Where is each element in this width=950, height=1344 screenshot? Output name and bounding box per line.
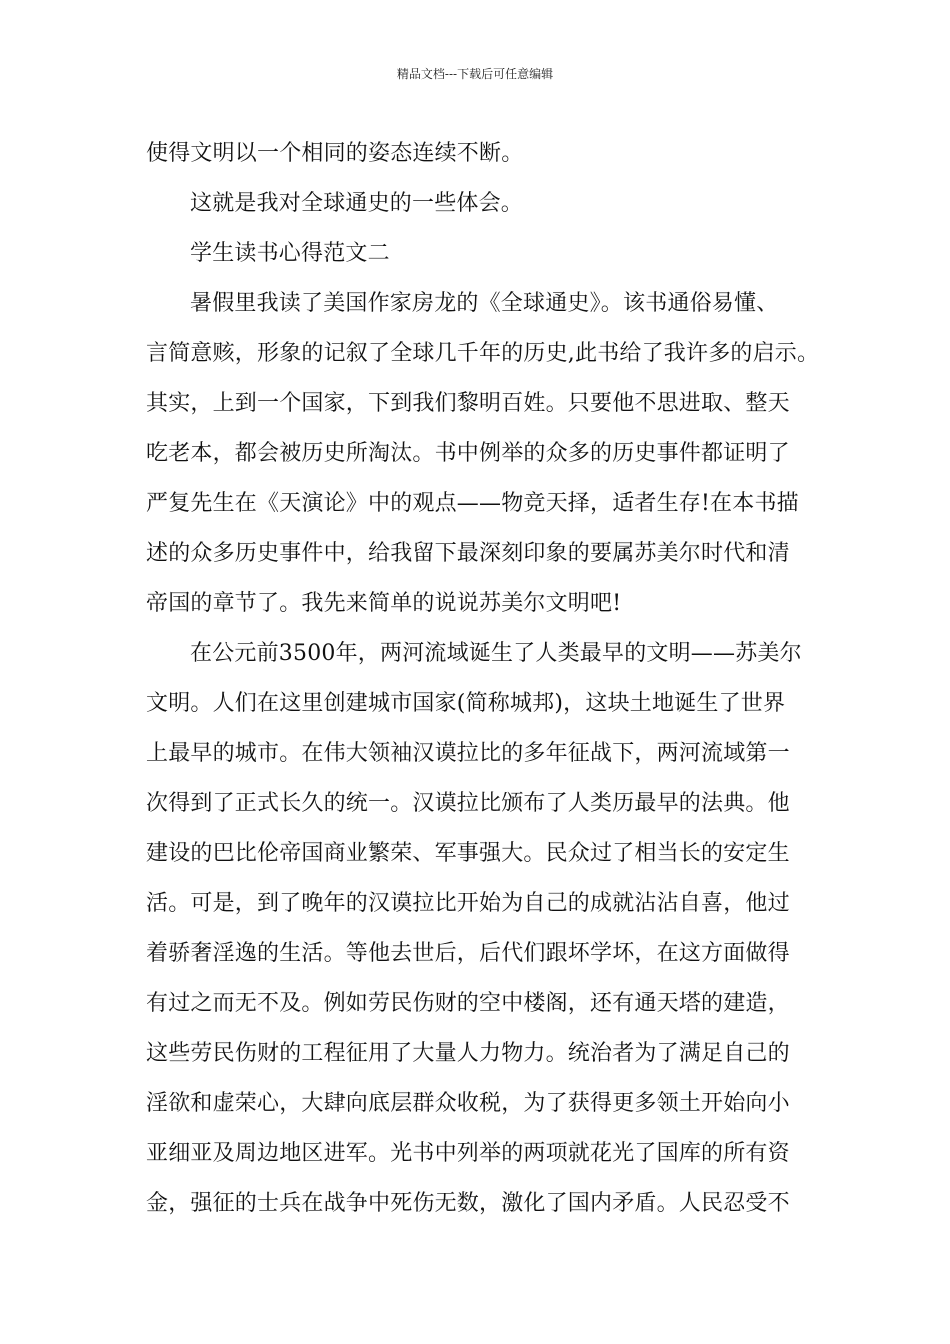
text-line: 次得到了正式长久的统一。汉谟拉比颁布了人类历最早的法典。他 bbox=[146, 791, 790, 816]
text-line: 帝国的章节了。我先来简单的说说苏美尔文明吧! bbox=[146, 591, 622, 616]
text-line: 淫欲和虚荣心，大肆向底层群众收税，为了获得更多领土开始向小 bbox=[146, 1091, 790, 1116]
text-line: 这就是我对全球通史的一些体会。 bbox=[190, 191, 524, 216]
text-line: 言简意赅，形象的记叙了全球几千年的历史,此书给了我许多的启示。 bbox=[146, 341, 820, 366]
text-line: 述的众多历史事件中，给我留下最深刻印象的要属苏美尔时代和清 bbox=[146, 541, 790, 566]
text-line: 着骄奢淫逸的生活。等他去世后，后代们跟坏学坏，在这方面做得 bbox=[146, 941, 790, 966]
text-line: 金，强征的士兵在战争中死伤无数，激化了国内矛盾。人民忍受不 bbox=[146, 1191, 790, 1216]
text-line: 使得文明以一个相同的姿态连续不断。 bbox=[146, 141, 524, 166]
text-line: 文明。人们在这里创建城市国家(简称城邦)，这块土地诞生了世界 bbox=[146, 691, 786, 716]
text-line: 吃老本，都会被历史所淘汰。书中例举的众多的历史事件都证明了 bbox=[146, 441, 790, 466]
body-text bbox=[146, 129, 820, 1229]
text-line: 建设的巴比伦帝国商业繁荣、军事强大。民众过了相当长的安定生 bbox=[146, 841, 790, 866]
text-line: 亚细亚及周边地区进军。光书中列举的两项就花光了国库的所有资 bbox=[146, 1141, 790, 1166]
text-line: 这些劳民伤财的工程征用了大量人力物力。统治者为了满足自己的 bbox=[146, 1041, 790, 1066]
text-line: 上最早的城市。在伟大领袖汉谟拉比的多年征战下，两河流域第一 bbox=[146, 741, 790, 766]
text-line: 在公元前3500年，两河流域诞生了人类最早的文明——苏美尔 bbox=[190, 641, 802, 666]
text-line: 暑假里我读了美国作家房龙的《全球通史》。该书通俗易懂、 bbox=[190, 291, 779, 316]
text-line: 有过之而无不及。例如劳民伤财的空中楼阁，还有通天塔的建造， bbox=[146, 991, 790, 1016]
text-line: 其实，上到一个国家，下到我们黎明百姓。只要他不思进取、整天 bbox=[146, 391, 790, 416]
text-line: 活。可是，到了晚年的汉谟拉比开始为自己的成就沾沾自喜，他过 bbox=[146, 891, 790, 916]
text-line: 学生读书心得范文二 bbox=[190, 241, 390, 266]
text-line: 严复先生在《天演论》中的观点——物竞天择，适者生存!在本书描 bbox=[146, 491, 799, 516]
page-header: 精品文档---下载后可任意编辑 bbox=[396, 67, 554, 81]
